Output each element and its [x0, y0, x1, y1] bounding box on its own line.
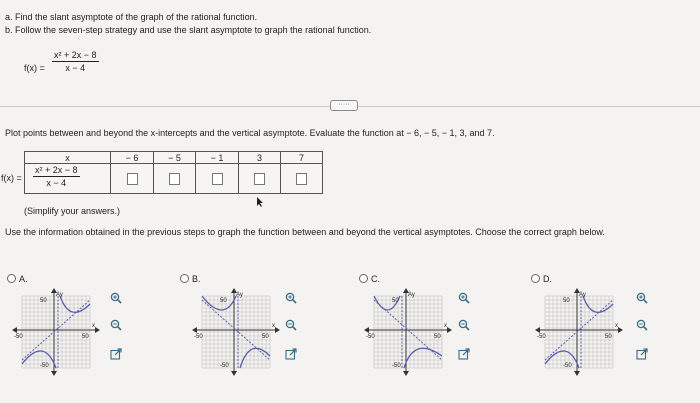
- graph-y-label: Ay: [408, 292, 415, 298]
- answer-box-x-minus1[interactable]: [212, 173, 223, 185]
- graph-y-min-label: -50: [392, 363, 401, 369]
- more-options-button[interactable]: ·····: [330, 100, 358, 111]
- graph-x-max-label: 50: [605, 334, 612, 340]
- function-numerator: x² + 2x − 8: [54, 50, 97, 60]
- option-a-zoom-out-icon[interactable]: [110, 319, 122, 331]
- graph-x-min-label: -50: [194, 334, 203, 340]
- table-x-header: x: [25, 152, 111, 164]
- graph-grid: [545, 296, 613, 368]
- option-a-open-external-icon[interactable]: [110, 348, 122, 360]
- option-a-graph[interactable]: [10, 288, 102, 378]
- option-c-radio[interactable]: [359, 274, 368, 283]
- graph-x-max-label: 50: [434, 334, 441, 340]
- graph-x-label: x: [272, 323, 275, 329]
- graph-prompt: Use the information obtained in the previous steps to graph the function between and beyond the vertical asymptotes. Choose the correct graph below.: [5, 227, 605, 237]
- option-b-label[interactable]: B.: [192, 274, 201, 284]
- function-fraction: [52, 50, 99, 73]
- option-d-open-external-icon[interactable]: [636, 348, 648, 360]
- answer-box-x-3[interactable]: [254, 173, 265, 185]
- table-x-value: 3: [239, 152, 281, 164]
- graph-x-min-label: -50: [537, 334, 546, 340]
- graph-y-max-label: 50: [563, 298, 570, 304]
- graph-down-arrow-icon: [231, 371, 237, 376]
- graph-y-label: Ay: [579, 292, 586, 298]
- graph-left-arrow-icon: [12, 327, 17, 333]
- graph-down-arrow-icon: [574, 371, 580, 376]
- table-x-value: − 1: [196, 152, 239, 164]
- table-row-numerator: x² + 2x − 8: [35, 165, 78, 175]
- graph-y-min-label: -50: [220, 363, 229, 369]
- answer-box-x-minus6[interactable]: [127, 173, 138, 185]
- option-a-radio[interactable]: [7, 274, 16, 283]
- graph-curve-left: [545, 351, 579, 368]
- graph-y-label: Ay: [236, 292, 243, 298]
- option-b-graph[interactable]: [190, 288, 282, 378]
- graph-curve-right: [240, 348, 270, 368]
- graph-right-arrow-icon: [618, 327, 623, 333]
- option-d-radio[interactable]: [531, 274, 540, 283]
- plot-prompt: Plot points between and beyond the x-intercepts and the vertical asymptote. Evaluate the function at − 6, − 5, − 1, 3, and 7.: [5, 128, 495, 138]
- instruction-a: a. Find the slant asymptote of the graph of the rational function.: [5, 12, 258, 22]
- graph-x-label: x: [92, 323, 95, 329]
- table-row-denominator: x − 4: [46, 178, 67, 188]
- option-b-zoom-out-icon[interactable]: [285, 319, 297, 331]
- option-c-zoom-in-icon[interactable]: [458, 292, 470, 304]
- answer-box-x-7[interactable]: [296, 173, 307, 185]
- graph-right-arrow-icon: [275, 327, 280, 333]
- option-b-zoom-in-icon[interactable]: [285, 292, 297, 304]
- option-c-graph[interactable]: [362, 288, 454, 378]
- table-row-label: f(x) =: [1, 173, 22, 183]
- graph-x-label: x: [615, 323, 618, 329]
- graph-right-arrow-icon: [95, 327, 100, 333]
- function-lhs: f(x) =: [24, 63, 45, 73]
- option-a-zoom-in-icon[interactable]: [110, 292, 122, 304]
- graph-curve-right: [404, 348, 442, 368]
- graph-right-arrow-icon: [447, 327, 452, 333]
- simplify-note: (Simplify your answers.): [24, 206, 121, 216]
- graph-x-label: x: [444, 323, 447, 329]
- graph-x-max-label: 50: [82, 334, 89, 340]
- answer-box-x-minus5[interactable]: [169, 173, 180, 185]
- table-x-value: 7: [281, 152, 323, 164]
- graph-y-min-label: -50: [40, 363, 49, 369]
- table-x-value: − 6: [111, 152, 154, 164]
- option-b-radio[interactable]: [180, 274, 189, 283]
- option-b-open-external-icon[interactable]: [285, 348, 297, 360]
- option-a-label[interactable]: A.: [19, 274, 28, 284]
- graph-curve-left: [22, 351, 56, 368]
- graph-grid: [374, 296, 442, 368]
- graph-y-min-label: -50: [563, 363, 572, 369]
- graph-x-min-label: -50: [14, 334, 23, 340]
- graph-y-max-label: 50: [40, 298, 47, 304]
- graph-y-max-label: 50: [220, 298, 227, 304]
- graph-left-arrow-icon: [192, 327, 197, 333]
- option-c-open-external-icon[interactable]: [458, 348, 470, 360]
- graph-y-max-label: 50: [392, 298, 399, 304]
- graph-y-label: Ay: [56, 292, 63, 298]
- graph-grid: [22, 296, 90, 368]
- graph-left-arrow-icon: [364, 327, 369, 333]
- function-denominator: x − 4: [65, 63, 86, 73]
- graph-x-max-label: 50: [262, 334, 269, 340]
- option-d-label[interactable]: D.: [543, 274, 552, 284]
- table-row-label-cell: [1, 164, 111, 194]
- mouse-cursor-icon: [256, 196, 265, 208]
- option-c-zoom-out-icon[interactable]: [458, 319, 470, 331]
- graph-left-arrow-icon: [535, 327, 540, 333]
- table-x-value: − 5: [154, 152, 196, 164]
- evaluation-table: [1, 151, 323, 194]
- option-c-label[interactable]: C.: [371, 274, 380, 284]
- option-d-graph[interactable]: [533, 288, 625, 378]
- instruction-b: b. Follow the seven-step strategy and use the slant asymptote to graph the rational function.: [5, 25, 372, 35]
- graph-down-arrow-icon: [51, 371, 57, 376]
- option-d-zoom-in-icon[interactable]: [636, 292, 648, 304]
- graph-down-arrow-icon: [403, 371, 409, 376]
- option-d-zoom-out-icon[interactable]: [636, 319, 648, 331]
- graph-x-min-label: -50: [366, 334, 375, 340]
